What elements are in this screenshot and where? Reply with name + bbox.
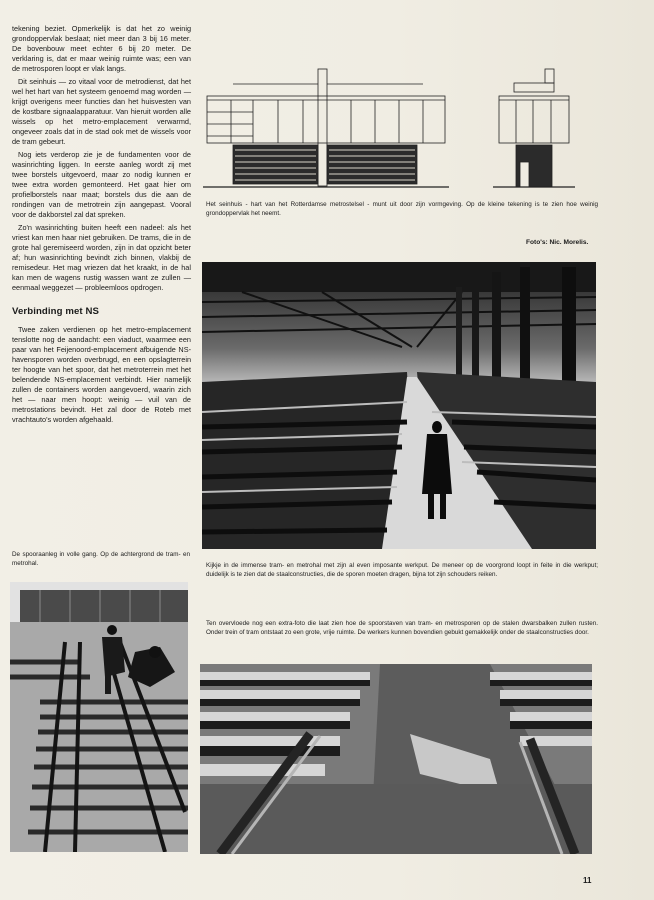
track-photo [10,582,188,852]
photo-credit: Foto's: Nic. Morelis. [526,239,589,246]
article-column [12,24,191,428]
article-paragraph: Twee zaken verdienen op het metro-emplacement tenslotte nog de aandacht: een viaduct, waarmee een paar van het Feijenoord-emplacement afbuigende NS-havensporen worden overbrugd, en een opslagterrein ter hoogte van het spoor, dat het metroterrein met het belendende NS-emplacement verbindt. Hier namelijk zullen de containers worden aangevoerd, waarin zich het — naar men hoopt: weinig — vuil van de metrostations bevindt. Het zal door de Roteb met vrachtauto's worden afgehaald. [12,325,191,424]
section-heading: Verbinding met NS [12,306,99,317]
signal-house-drawing [203,66,598,194]
page-number: 11 [583,876,592,885]
article-paragraph: Dit seinhuis — zo vitaal voor de metrodienst, dat het wel het hart van het systeem genoemd mag worden — krijgt overigens meer functies dan het huisvesten van de kostbare signaalapparatuur. Van hieruit worden alle wissels op het metro-emplacement verwarmd, ongeveer zoals dat in de stad ook met de wissels voor de tram gebeurt. [12,77,191,146]
drawing-caption: Het seinhuis - hart van het Rotterdamse metrostelsel - munt uit door zijn vormgeving. Op de kleine tekening is te zien hoe weinig grondoppervlak het neemt. [206,201,598,217]
overview-photo [200,664,592,854]
track-caption: De spooraanleg in volle gang. Op de achtergrond de tram- en metrohal. [12,551,190,567]
hall-caption: Kijkje in de immense tram- en metrohal met zijn al even imposante werkput. De meneer op de voorgrond loopt in feite in die werkput; duidelijk is te zien dat de staalconstructies, die de sporen moeten dragen, bijna tot zijn schouders reiken. [206,562,598,578]
article-paragraph: Nog iets verderop zie je de fundamenten voor de wasinrichting liggen. In eerste aanleg wordt zij met twee borstels uitgevoerd, maar zo nodig kunnen er twee extra worden gemonteerd. Het gaat hier om profielborstels naar maat; borstels dus die aan de rondingen van de metrotrein zijn aangepast. Vooral voor de dakborstel zal dat spreken. [12,150,191,219]
overview-caption: Ten overvloede nog een extra-foto die laat zien hoe de spoorstaven van tram- en metrosporen op de stalen dwarsbalken zullen rusten. Onder trein of tram ontstaat zo een grote, vrije ruimte. De werkers kunnen bovendien gebukt gemakkelijk onder de staalconstructies door. [206,620,598,636]
hall-photo [202,262,596,549]
article-paragraph: tekening beziet. Opmerkelijk is dat het zo weinig grondoppervlak beslaat; niet meer dan 3 bij 16 meter. De bovenbouw meet echter 6 bij 20 meter. De verklaring is, dat er maar weinig ruimte was; een van de metrosporen loopt er vlak langs. [12,24,191,73]
article-paragraph: Zo'n wasinrichting buiten heeft een nadeel: als het vriest kan men haar niet gebruiken. De trams, die in de grote hal geremiseerd worden, zijn in dat opzicht beter af; hun wasinrichting bevindt zich binnen, vlakbij de remisedeur. Het mag vriezen dat het kraakt, in de hal kan men de wagens rustig wassen want ze zullen — eenmaal weggezet — probleemloos opdrogen. [12,223,191,292]
